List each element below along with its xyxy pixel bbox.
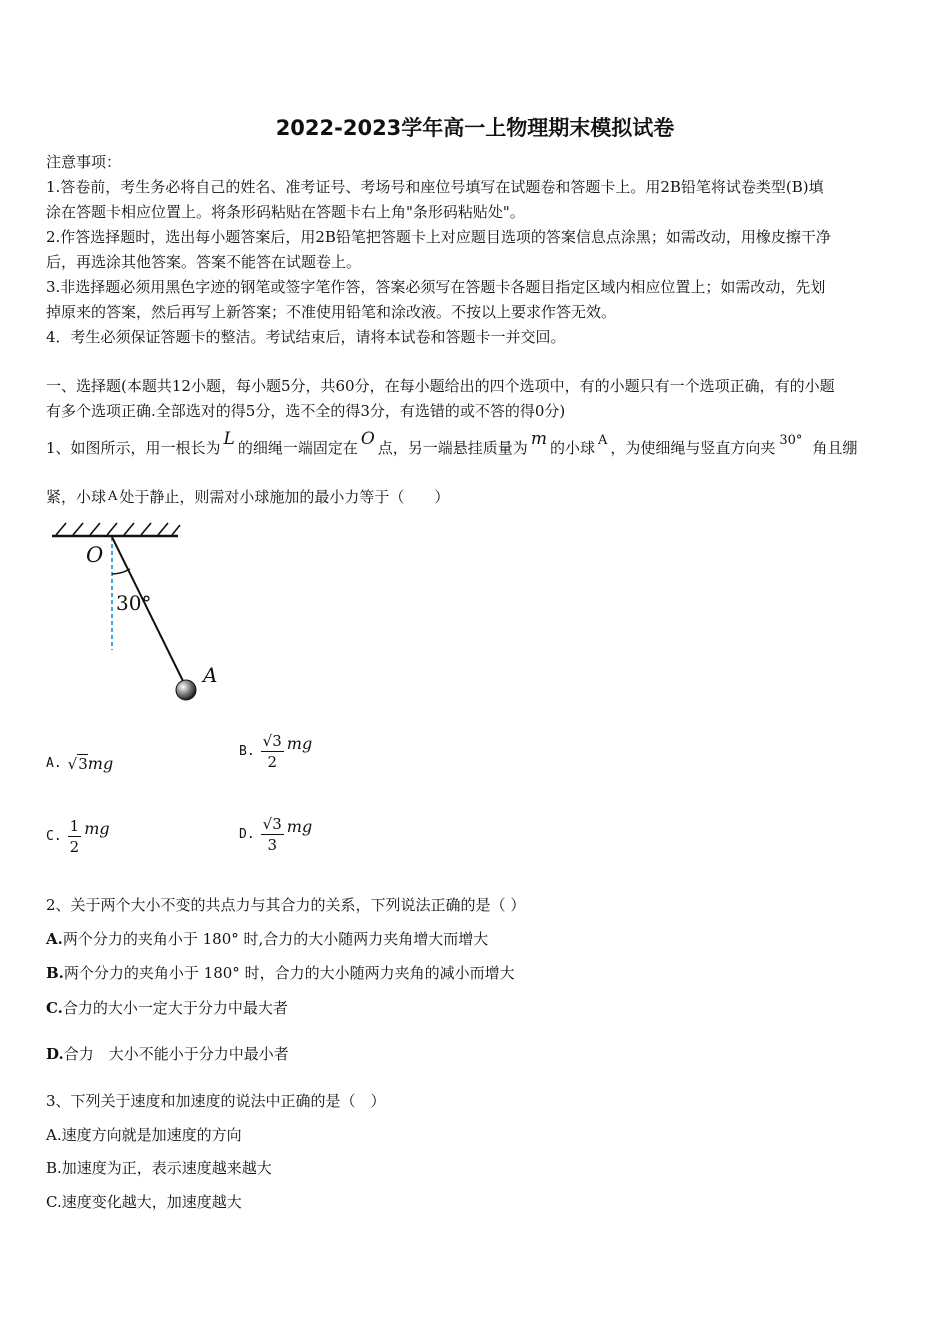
fraction: $\frac{√3}{2}$ [262, 732, 282, 771]
notes-line: 涂在答题卡相应位置上。将条形码粘贴在答题卡右上角"条形码粘贴处"。 [46, 203, 525, 221]
question-1-stem: 1、如图所示，用一根长为 L 的细绳一端固定在 O 点，另一端悬挂质量为 m 的小球 A ，为使细绳与竖直方向夹 30° 角且绷 [46, 429, 858, 457]
q3-option-c[interactable]: C.速度变化越大，加速度越大 [46, 1193, 242, 1211]
question-2-stem: 2、关于两个大小不变的共点力与其合力的关系，下列说法正确的是（ ） [46, 896, 526, 914]
notes-line: 2.作答选择题时，选出每小题答案后，用2B铅笔把答题卡上对应题目选项的答案信息点涂黑；如需改动，用橡皮擦干净 [46, 228, 831, 246]
symbol-A: A [108, 489, 118, 504]
symbol-angle: 30° [779, 433, 803, 448]
notes-heading: 注意事项： [46, 153, 122, 171]
notes-line: 掉原来的答案，然后再写上新答案；不准使用铅笔和涂改液。不按以上要求作答无效。 [46, 303, 617, 321]
q2-option-d[interactable]: D.合力 大小不能小于分力中最小者 [46, 1045, 289, 1063]
section-header: 一、选择题(本题共12小题，每小题5分，共60分，在每小题给出的四个选项中，有的小题只有一个选项正确，有的小题 [46, 377, 835, 395]
q2-option-b[interactable]: B.两个分力的夹角小于 180° 时，合力的大小随两力夹角的减小而增大 [46, 964, 515, 982]
notes-line: 3.非选择题必须用黑色字迹的钢笔或签字笔作答，答案必须写在答题卡各题目指定区域内相应位置上；如需改动，先划 [46, 278, 826, 296]
symbol-A: A [597, 433, 608, 448]
pendulum-figure [46, 518, 236, 708]
q3-option-b[interactable]: B.加速度为正，表示速度越来越大 [46, 1159, 272, 1177]
section-header: 有多个选项正确.全部选对的得5分，选不全的得3分，有选错的或不答的得0分) [46, 402, 566, 420]
q1-option-c[interactable]: C. $\frac{1}{2}$ mg [46, 817, 110, 856]
question-1-stem-2: 紧，小球 A 处于静止，则需对小球施加的最小力等于（ ） [46, 488, 450, 506]
q2-option-a[interactable]: A.两个分力的夹角小于 180° 时,合力的大小随两力夹角增大而增大 [46, 930, 489, 948]
fraction: $\frac{1}{2}$ [69, 817, 80, 856]
notes-line: 1.答卷前，考生务必将自己的姓名、准考证号、考场号和座位号填写在试题卷和答题卡上。用2B铅笔将试卷类型(B)填 [46, 178, 824, 196]
symbol-m: m [530, 429, 547, 449]
q1-option-b[interactable]: B. $\frac{√3}{2}$ mg [239, 732, 313, 771]
symbol-L: L [223, 429, 235, 449]
figure-label-A: A [203, 663, 218, 687]
symbol-O: O [360, 429, 375, 449]
q2-option-c[interactable]: C.合力的大小一定大于分力中最大者 [46, 999, 288, 1017]
figure-label-O: O [86, 543, 104, 567]
notes-line: 后，再选涂其他答案。答案不能答在试题卷上。 [46, 253, 362, 271]
notes-line: 4．考生必须保证答题卡的整洁。考试结束后，请将本试卷和答题卡一并交回。 [46, 328, 566, 346]
figure-label-angle: 30° [116, 591, 152, 615]
q3-option-a[interactable]: A.速度方向就是加速度的方向 [46, 1126, 242, 1144]
sqrt-expression: √3 [67, 754, 88, 773]
q1-option-a[interactable]: A. √3 mg [46, 754, 114, 773]
ceiling-hatching [56, 523, 180, 535]
q1-option-d[interactable]: D. $\frac{√3}{3}$ mg [239, 815, 313, 854]
ball-A [176, 680, 196, 700]
page-title: 2022-2023学年高一上物理期末模拟试卷 [275, 116, 675, 140]
fraction: $\frac{√3}{3}$ [262, 815, 282, 854]
question-3-stem: 3、下列关于速度和加速度的说法中正确的是（ ） [46, 1092, 386, 1110]
